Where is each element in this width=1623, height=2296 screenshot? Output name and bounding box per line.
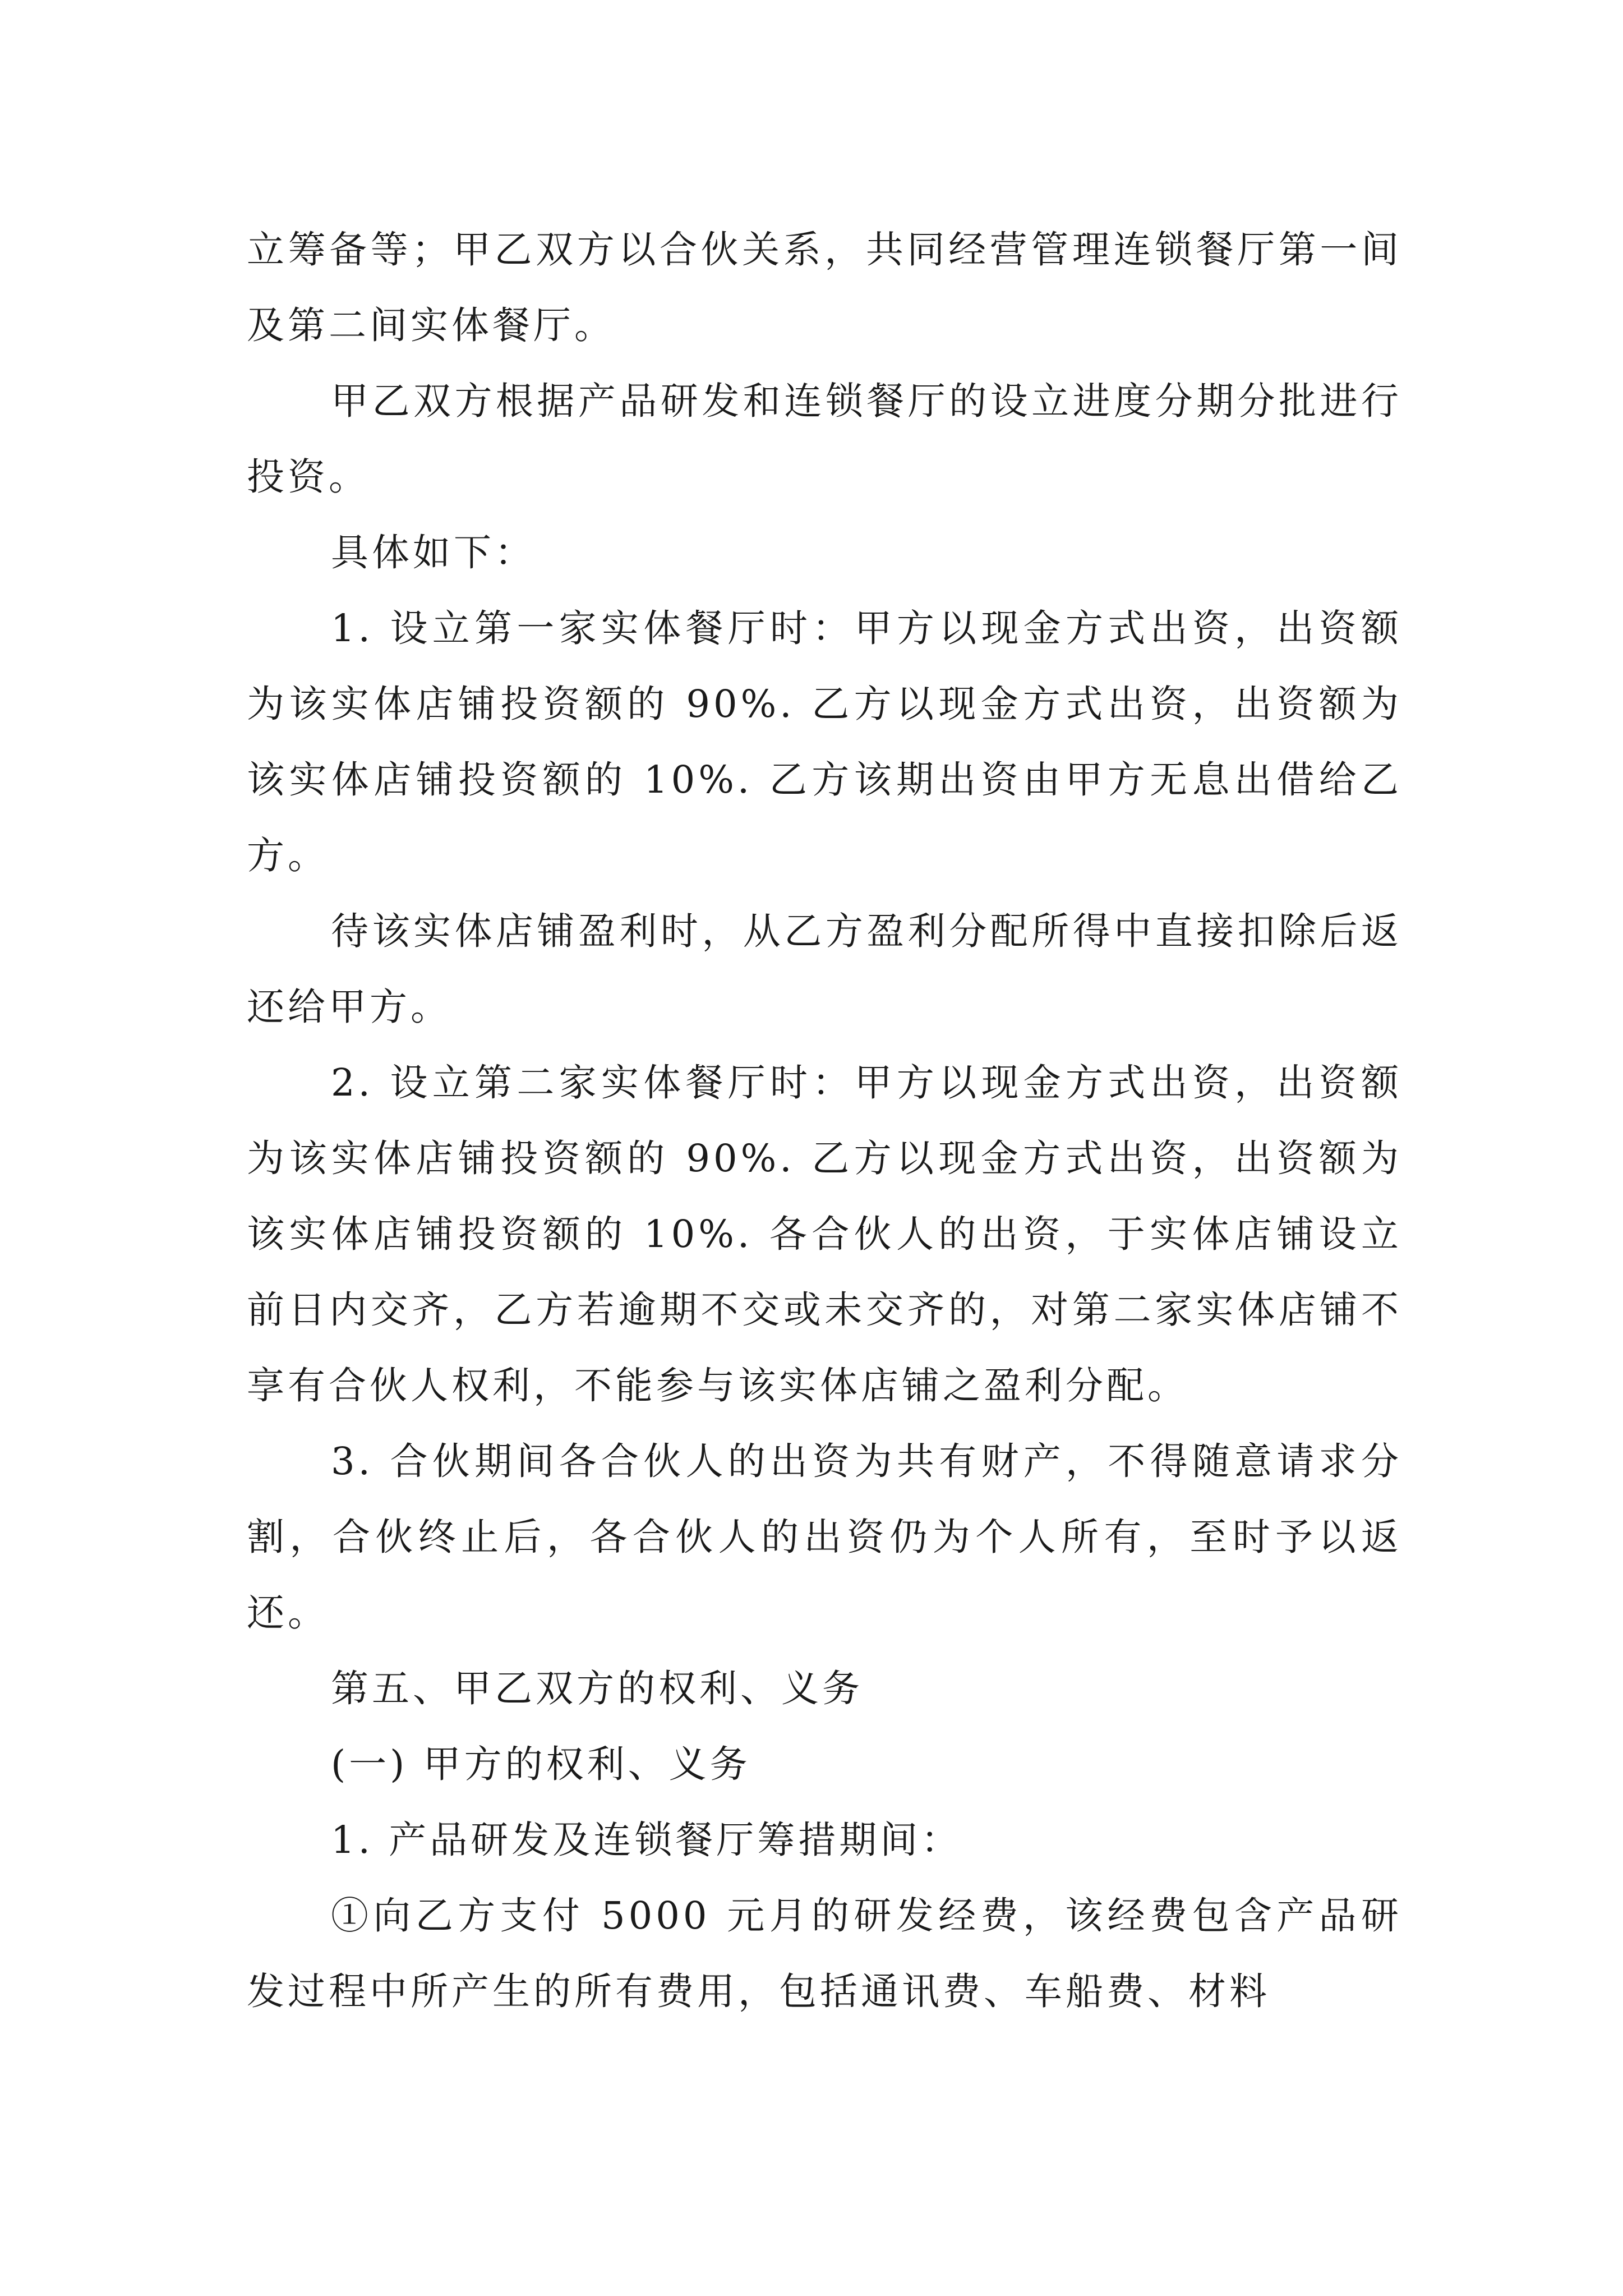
paragraph-continuation: 立筹备等；甲乙双方以合伙关系，共同经营管理连锁餐厅第一间及第二间实体餐厅。 <box>247 228 1402 347</box>
paragraph-joint-property: 3. 合伙期间各合伙人的出资为共有财产，不得随意请求分割，合伙终止后，各合伙人的出资仍为个人所有，至时予以返还。 <box>247 1439 1402 1635</box>
document-body <box>247 212 1402 2030</box>
paragraph-second-restaurant: 2. 设立第二家实体餐厅时：甲方以现金方式出资，出资额为该实体店铺投资额的 90%. 乙方以现金方式出资，出资额为该实体店铺投资额的 10%. 各合伙人的出资，于实体店铺设立前日内交齐，乙方若逾期不交或未交齐的，对第二家实体店铺不享有合伙人权利，不能参与该实体店铺之盈利分配。 <box>247 1061 1402 1407</box>
paragraph-rd-period: 1. 产品研发及连锁餐厅筹措期间： <box>331 1818 962 1862</box>
subsection-heading-party-a: (一) 甲方的权利、义务 <box>331 1742 751 1786</box>
paragraph-investment-schedule: 甲乙双方根据产品研发和连锁餐厅的设立进度分期分批进行投资。 <box>247 379 1402 499</box>
paragraph-details-intro: 具体如下： <box>331 531 536 574</box>
section-heading-rights-obligations: 第五、甲乙双方的权利、义务 <box>331 1667 863 1710</box>
paragraph-first-restaurant: 1. 设立第一家实体餐厅时：甲方以现金方式出资，出资额为该实体店铺投资额的 90%. 乙方以现金方式出资，出资额为该实体店铺投资额的 10%. 乙方该期出资由甲方无息出借给乙方。 <box>247 606 1402 877</box>
paragraph-rd-funding: ①向乙方支付 5000 元月的研发经费，该经费包含产品研发过程中所产生的所有费用，包括通讯费、车船费、材料 <box>247 1894 1402 2013</box>
paragraph-repayment: 待该实体店铺盈利时，从乙方盈利分配所得中直接扣除后返还给甲方。 <box>247 909 1402 1029</box>
